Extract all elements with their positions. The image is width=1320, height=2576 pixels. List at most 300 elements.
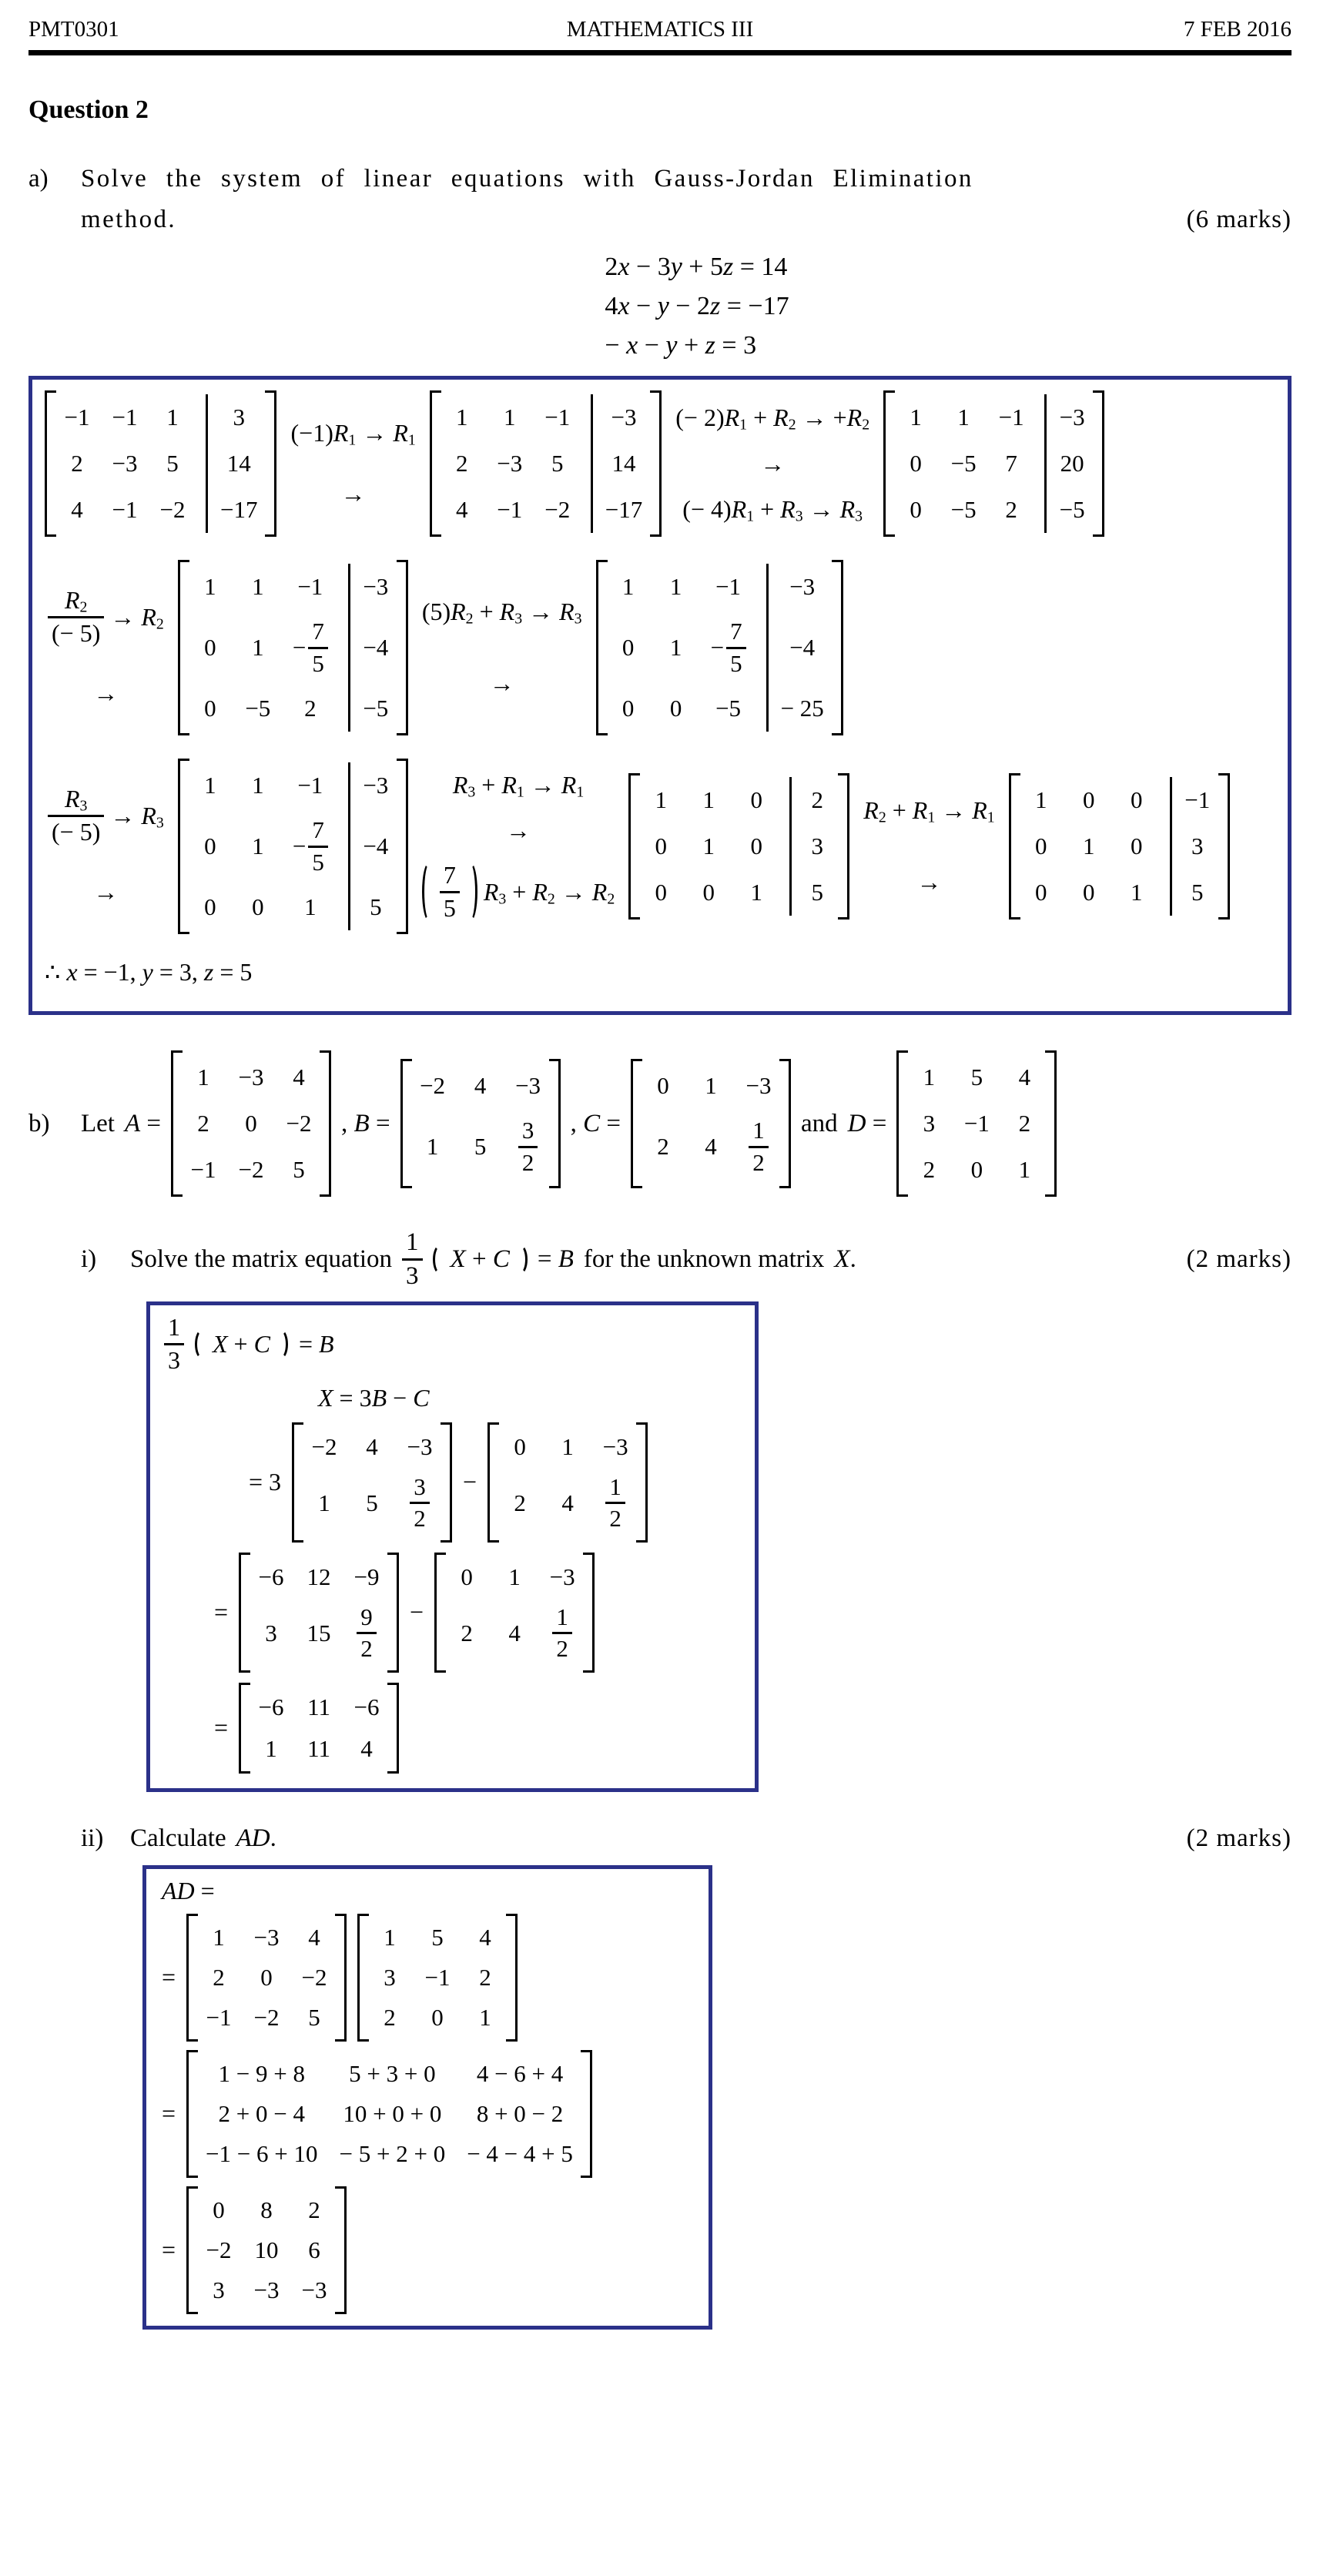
math-text: = [162,2099,176,2128]
matrix-cell: 1 [252,832,264,860]
matrix-cell: 2 [461,1619,473,1646]
matrix-cell: − 25 [766,685,826,732]
matrix-cell: 0 [1082,879,1095,906]
math-text: $R_2 + R_1 \to R_1$ [863,796,995,826]
fraction-numerator: 7 [312,816,324,844]
matrix-cell: 2 [514,1489,526,1516]
matrix-cell: 5 [1170,869,1212,916]
matrix-cell: 3 [923,1110,936,1137]
row-operation-line [760,450,785,478]
matrix-cell: 1 [508,1563,521,1590]
fraction-numerator: 1 [752,1117,765,1144]
matrix-cell: 0 [621,695,635,722]
row-operation-line [675,404,869,432]
matrix-cell: 4 [71,496,83,523]
fraction-denominator: 2 [410,1502,430,1532]
math-row [45,560,1275,735]
matrix-cell: 0 [1082,786,1095,814]
matrix-cell: 1 [456,404,468,430]
right-bracket-icon [335,1914,347,2042]
matrix-cell: −3 [515,1072,541,1100]
matrix-cell: 1 [252,573,264,600]
matrix-cell: 2 [384,2003,396,2031]
matrix-cell: 11 [307,1693,330,1720]
matrix-cell: −1 [297,772,323,799]
left-bracket-icon [171,1050,183,1197]
math-text: X = 3B − C [318,1383,430,1412]
row-operation-label [419,759,618,934]
matrix-cell: 0 [252,893,264,921]
right-bracket-icon [506,1914,518,2042]
math-text: $(-1)R_1 \to R_1$ [290,418,416,449]
right-bracket-icon [265,390,276,537]
matrix-cell: 0 [1034,879,1047,906]
math-text: D = [847,1109,887,1137]
matrix-cell: 0 [204,695,216,722]
part-a-text [81,165,1292,234]
part-i-label: i) [81,1244,97,1273]
minus-sign: − [292,832,307,860]
paren-content [437,862,463,922]
matrix [430,390,662,537]
matrix-cell: −6 [353,1693,380,1720]
left-bracket-icon [1009,773,1020,920]
matrix-cell: −1 [963,1110,990,1137]
right-paren-icon [273,1329,288,1359]
matrix-cell: 1 [318,1489,330,1516]
matrix-grid [189,560,397,735]
row-operation-line [453,771,584,799]
matrix-cell: −9 [353,1563,380,1590]
matrix-grid [198,2050,581,2178]
matrix-cell: −2 [544,496,571,523]
matrix-cell: 1 [750,879,763,906]
matrix-cell: 4 [1018,1064,1031,1091]
left-paren-icon [422,862,437,922]
matrix-cell: 1 [957,404,970,430]
matrix-cell: 0 [621,634,635,662]
math-text: = B [537,1244,574,1273]
matrix-cell: 1 [1082,832,1095,860]
fraction-numerator: 1 [168,1313,180,1342]
left-bracket-icon [883,390,895,537]
row-operation-line [93,878,118,906]
right-bracket-icon [581,2050,592,2178]
matrix [357,1914,518,2042]
math-text: = B [298,1330,334,1358]
header-title: MATHEMATICS III [566,17,754,42]
fraction-denominator: 5 [308,647,328,677]
math-text: A = [124,1109,162,1137]
right-bracket-icon [549,1059,561,1188]
math-row [214,1553,741,1673]
equation: 2x − 3y + 5z = 14 [605,253,788,281]
matrix-grid [303,1422,441,1543]
matrix-cell: 5 [166,450,179,477]
matrix-cell: 0 [204,634,216,662]
matrix-cell: −4 [348,809,390,884]
equation: 4x − y − 2z = −17 [605,292,789,320]
question-title: Question 2 [28,95,149,124]
math-row [45,390,1275,537]
matrix-cell: 0 [461,1563,473,1590]
matrix-grid [895,390,1093,537]
math-text: → [916,867,942,896]
math-text: → [93,877,119,906]
fraction [440,863,460,921]
left-bracket-icon [628,773,640,920]
matrix-cell: 2 [304,695,317,722]
minus-sign: − [710,634,725,662]
right-bracket-icon [650,390,662,537]
fraction [749,1118,769,1175]
matrix-cell: −6 [258,1693,284,1720]
matrix-cell: −1 [112,404,138,430]
fraction-numerator: 1 [609,1472,621,1500]
matrix-cell: 0 [655,879,668,906]
part-i-question [130,1229,856,1289]
matrix [45,390,276,537]
matrix-cell: 1 [655,786,668,814]
matrix-cell: −3 [549,1563,575,1590]
row-operation-line [48,786,164,845]
matrix-cell: 0 [910,496,922,523]
matrix-grid [189,759,397,934]
matrix-cell: 1 [426,1133,439,1161]
matrix-grid [608,560,832,735]
math-text: = [162,2236,176,2264]
left-bracket-icon [178,759,189,934]
math-text: and [800,1109,838,1137]
header-rule [28,50,1292,55]
matrix-cell: 5 [551,450,564,477]
matrix-cell: 1 [213,1923,225,1951]
matrix-cell: −5 [348,685,390,732]
matrix-cell: 4 [479,1923,491,1951]
row-operation-line [490,669,514,698]
header-date: 7 FEB 2016 [1183,17,1292,42]
matrix [631,1059,791,1188]
math-text: → [506,816,531,845]
matrix-cell: 4 [561,1489,574,1516]
fraction [48,588,104,646]
fraction [552,1605,572,1662]
fraction [357,1605,377,1662]
matrix-cell: 5 [789,869,832,916]
fraction-numerator: 3 [521,1117,534,1144]
math-text: = 3 [249,1468,282,1496]
matrix-cell: 10 [254,2236,279,2263]
math-text: → [93,678,119,707]
matrix [896,1050,1057,1197]
matrix-cell: 2 [308,2196,320,2223]
matrix-cell: 1 [1130,879,1143,906]
matrix-cell: −1 [715,573,742,600]
matrix-cell: −2 [253,2003,280,2031]
matrix-cell: 14 [591,440,644,487]
math-row [45,957,1275,987]
right-bracket-icon [320,1050,331,1197]
matrix-cell: −1 [64,404,90,430]
row-operation-line [916,868,941,896]
right-bracket-icon [397,759,408,934]
matrix-cell: −5 [245,695,271,722]
math-text: = [214,1713,229,1742]
math-text: , B = [341,1109,390,1137]
math-text: = [214,1598,229,1626]
left-bracket-icon [487,1422,499,1543]
left-bracket-icon [631,1059,642,1188]
matrix-cell: − 4 − 4 + 5 [467,2139,573,2167]
row-operation-line [48,588,164,646]
solution-box-i [146,1301,759,1791]
matrix-grid [183,1050,320,1197]
math-row [162,1877,693,1905]
matrix-cell: 1 [252,772,264,799]
part-b-matrix-definitions [81,1050,1057,1197]
matrix-cell: −3 [238,1064,264,1091]
matrix-grid [446,1553,583,1673]
matrix-cell: −2 [159,496,186,523]
paren-content [447,1244,513,1275]
matrix-cell [291,610,330,685]
math-row [164,1315,741,1373]
matrix-cell: 1 [204,772,216,799]
matrix-cell: 1 [197,1064,209,1091]
matrix-cell: 1 [304,893,317,921]
matrix-cell [601,1468,630,1539]
matrix-cell: 1 [384,1923,396,1951]
row-operation-label [672,390,873,537]
matrix-grid [250,1683,387,1774]
row-operation-label [287,390,418,537]
matrix-cell: −5 [1044,487,1087,533]
fraction-denominator: 2 [357,1632,377,1662]
fraction-denominator: 2 [605,1502,625,1532]
row-operation-line [290,419,415,447]
matrix-cell: 3 [1170,823,1212,869]
matrix-cell: 2 [71,450,83,477]
matrix-cell: 0 [657,1072,669,1100]
matrix-cell: −1 − 6 + 10 [206,2139,318,2167]
matrix-cell [352,1598,381,1669]
fraction-numerator: 7 [443,861,456,889]
matrix-cell: 0 [1130,832,1143,860]
matrix-cell: −5 [715,695,742,722]
matrix-grid [198,2186,335,2314]
matrix-cell: 2 [1005,496,1017,523]
matrix-grid [56,390,265,537]
matrix-cell: 5 [970,1064,983,1091]
matrix [171,1050,331,1197]
matrix-cell: 12 [307,1563,331,1590]
matrix-cell: 2 [479,1963,491,1991]
right-bracket-icon [397,560,408,735]
right-bracket-icon [335,2186,347,2314]
left-bracket-icon [186,2050,198,2178]
row-operation-label [45,759,167,934]
math-text: (− $2)R_1 + R_2 \to +R_2$ [675,403,870,434]
matrix-cell: 4 [705,1133,717,1161]
left-bracket-icon [186,2186,198,2314]
math-text: (− $4)R_1 + R_3 \to R_3$ [682,495,863,525]
row-operation-line [422,598,582,626]
matrix-cell: 0 [204,893,216,921]
part-a-marks: (6 marks) [1186,206,1292,233]
left-paren-icon [195,1329,209,1359]
left-bracket-icon [434,1553,446,1673]
fraction-numerator: 3 [414,1472,426,1500]
matrix-cell: −1 [112,496,138,523]
fraction [308,619,328,676]
matrix-cell: 1 [910,404,922,430]
matrix-grid [499,1422,636,1543]
matrix-grid [412,1059,549,1188]
matrix-grid [908,1050,1045,1197]
fraction-denominator: 3 [402,1258,423,1290]
right-bracket-icon [838,773,849,920]
fraction-numerator: 7 [730,618,742,645]
matrix [596,560,843,735]
header-course-code: PMT0301 [28,17,119,42]
row-operation-line [506,816,531,845]
left-bracket-icon [430,390,441,537]
solution-box-a [28,376,1292,1015]
matrix-cell: 3 [789,823,832,869]
matrix-cell: −3 [497,450,523,477]
math-text: → $R_2$ [110,602,164,633]
matrix-cell: 1 [702,832,715,860]
matrix-cell [514,1109,543,1184]
math-row [162,2186,693,2314]
math-text: , C = [570,1109,621,1137]
row-operation-label [419,560,585,735]
left-bracket-icon [186,1914,198,2042]
matrix-cell: −17 [591,487,644,533]
part-a-line1: Solve the system of linear equations with Gauss-Jordan Elimination [81,165,973,193]
matrix [239,1553,399,1673]
fraction-denominator: 2 [749,1146,769,1176]
math-text: X. [834,1244,856,1273]
left-bracket-icon [596,560,608,735]
matrix-cell: 0 [213,2196,225,2223]
part-ii-marks: (2 marks) [1186,1824,1292,1852]
matrix-cell: −3 [766,564,826,610]
matrix [487,1422,648,1543]
matrix [239,1683,399,1774]
matrix-cell: −2 [206,2236,232,2263]
matrix-cell [744,1109,773,1184]
matrix-cell: −4 [766,610,826,685]
matrix-cell: 0 [750,832,763,860]
matrix-cell: 15 [307,1619,331,1646]
matrix-cell: 0 [669,695,682,722]
fraction-numerator: 7 [312,618,324,645]
matrix-cell: 5 [293,1156,305,1184]
matrix-cell: 1 [702,786,715,814]
matrix [186,2186,347,2314]
matrix-cell: 6 [308,2236,320,2263]
parenthesis-group [195,1329,288,1359]
matrix-cell: 1 − 9 + 8 [218,2059,305,2087]
left-paren-icon [433,1244,447,1275]
right-bracket-icon [387,1553,399,1673]
matrix-cell: 1 [166,404,179,430]
matrix-cell: 1 [669,634,682,662]
left-bracket-icon [292,1422,303,1543]
matrix-cell: −2 [238,1156,264,1184]
matrix-cell: 1 [923,1064,936,1091]
matrix-grid [198,1914,335,2042]
math-text: ∴ x = −1, y = 3, z = 5 [45,958,253,987]
matrix-cell: −1 [544,404,571,430]
matrix [400,1059,561,1188]
matrix-cell: 1 [252,634,264,662]
math-text: Calculate [130,1824,226,1852]
fraction [48,786,104,845]
math-text: = [162,1963,176,1991]
fraction-denominator: 5 [440,891,460,922]
solution-box-ii [142,1865,712,2330]
matrix [1009,773,1230,920]
matrix-cell: 4 [308,1923,320,1951]
math-text: X + C [450,1244,510,1273]
math-text: X + C [213,1330,270,1358]
matrix-cell: 0 [655,832,668,860]
part-b-heading [28,1050,1292,1197]
parenthesis-group [433,1244,528,1275]
matrix-cell: 5 + 3 + 0 [349,2059,436,2087]
math-text: → [760,449,786,477]
matrix-cell: 7 [1005,450,1017,477]
matrix-cell: −3 [301,2276,327,2303]
matrix-cell: 4 [360,1734,373,1762]
matrix-cell: 8 [260,2196,273,2223]
left-bracket-icon [178,560,189,735]
matrix-cell: 1 [479,2003,491,2031]
matrix-cell: 0 [245,1110,257,1137]
matrix-cell: 0 [514,1432,526,1460]
matrix-cell: 2 [1018,1110,1031,1137]
fraction-numerator: $R_3$ [64,785,88,815]
fraction [605,1472,625,1533]
fraction [726,619,746,676]
fraction-denominator: 2 [552,1632,572,1662]
matrix-grid [1020,773,1218,920]
matrix-cell: 0 [431,2003,444,2031]
right-bracket-icon [1093,390,1104,537]
right-bracket-icon [1218,773,1230,920]
part-ii-label: ii) [81,1824,104,1852]
math-text: → $R_3$ [110,801,164,832]
matrix-cell: 0 [1034,832,1047,860]
matrix-cell: −3 [745,1072,772,1100]
part-i-marks: (2 marks) [1186,1244,1292,1273]
matrix-cell: 2 [789,777,832,823]
matrix-cell: 0 [970,1156,983,1184]
math-text: $(5)R_2 + R_3 \to R_3$ [421,598,582,628]
matrix-cell: −1 [1170,777,1212,823]
matrix-cell: 5 [474,1133,487,1161]
page-header [28,11,1292,50]
matrix-grid [441,390,650,537]
part-b-label: b) [28,1109,50,1137]
matrix-cell [709,610,748,685]
part-a-label: a) [28,165,49,193]
right-bracket-icon [1045,1050,1057,1197]
matrix-cell: 2 [923,1156,936,1184]
matrix-cell: 1 [561,1432,574,1460]
